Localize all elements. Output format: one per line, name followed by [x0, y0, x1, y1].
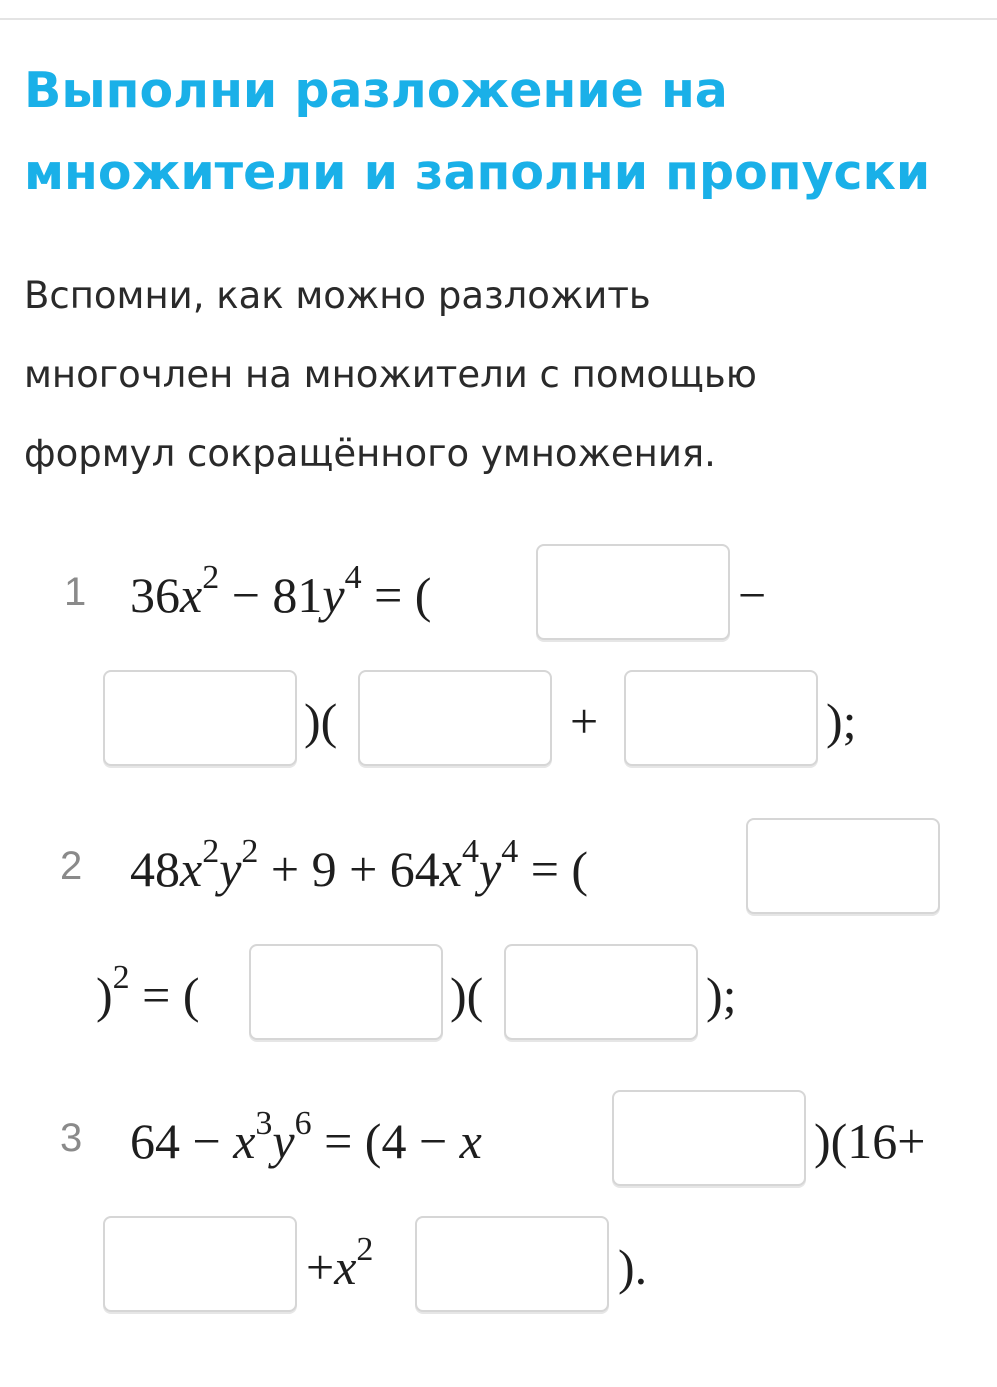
task-1-bracket-join: )(	[304, 693, 338, 749]
task-hint	[24, 256, 974, 493]
task-1-expression: $36x^2 - 81y^4$ = (	[130, 559, 432, 623]
task-1-plus-sign: +	[570, 693, 599, 749]
task-number-2: 2	[60, 844, 83, 888]
task-1-minus-sign: −	[738, 567, 767, 623]
task-2-answer-input-1[interactable]	[746, 818, 940, 914]
task-hint-line: многочлен на множители с помощью	[24, 353, 757, 396]
task-2-bracket-join: )(	[450, 967, 484, 1023]
task-2-square-equals: )$^2$ = (	[96, 959, 200, 1023]
task-number-1: 1	[64, 570, 87, 614]
task-3-second-factor-start: )(16+	[814, 1113, 926, 1169]
task-title-line: множители и заполни пропуски	[24, 144, 931, 201]
task-title-line: Выполни разложение на	[24, 62, 728, 119]
task-1-answer-input-2[interactable]	[103, 670, 297, 766]
task-2-closing: );	[706, 967, 737, 1023]
task-1-answer-input-3[interactable]	[358, 670, 552, 766]
task-1-answer-input-4[interactable]	[624, 670, 818, 766]
task-3-answer-input-1[interactable]	[612, 1090, 806, 1186]
task-3-middle-term: $+x^2$	[306, 1231, 374, 1295]
task-2-answer-input-3[interactable]	[504, 944, 698, 1040]
task-1-answer-input-1[interactable]	[536, 544, 730, 640]
task-hint-line: формул сокращённого умножения.	[24, 432, 716, 475]
task-3-answer-input-3[interactable]	[415, 1216, 609, 1312]
task-number-3: 3	[60, 1116, 83, 1160]
task-title	[24, 50, 974, 214]
task-3-expression: $64 - x^3y^6 = (4 - x$	[130, 1105, 482, 1169]
task-1-closing: );	[826, 693, 857, 749]
task-3-closing: ).	[618, 1239, 648, 1295]
top-divider	[0, 18, 997, 20]
task-2-expression: $48x^2y^2 + 9 + 64x^4y^4$ = (	[130, 833, 589, 897]
task-3-answer-input-2[interactable]	[103, 1216, 297, 1312]
task-2-answer-input-2[interactable]	[249, 944, 443, 1040]
task-hint-line: Вспомни, как можно разложить	[24, 274, 651, 317]
